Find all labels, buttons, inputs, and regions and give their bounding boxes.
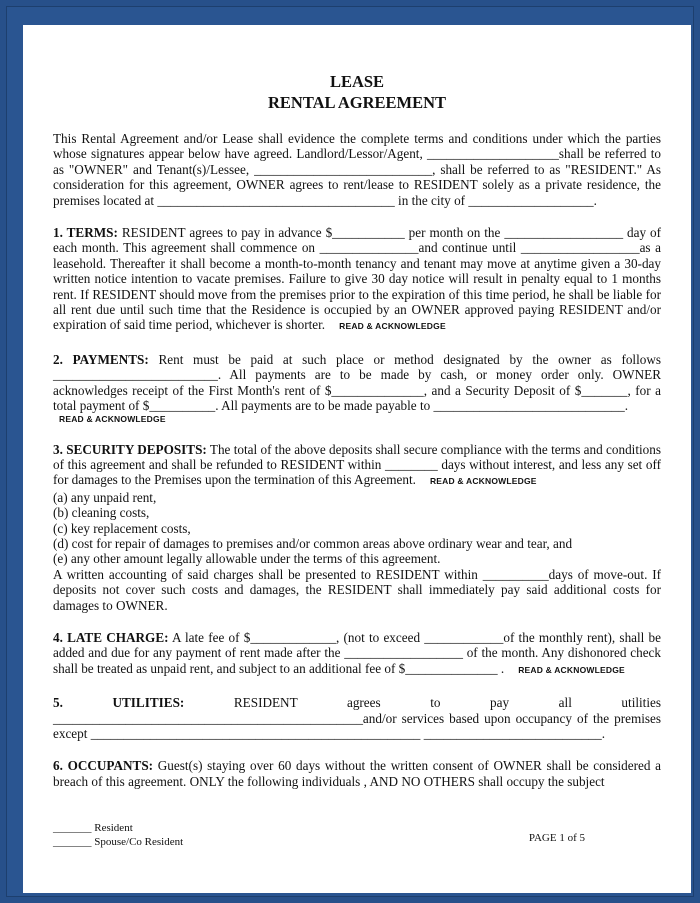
security-text: The total of the above deposits shall secure compliance with the terms and conditions of this agreement and shall be refunded to RESIDENT within ________ days without interest, and less any set off for damages to the Premises upon the termination of this Agreement. [53,441,661,488]
late-text: A late fee of $_____________, (not to exceed ____________of the monthly rent), shall be added and due for any payment of rent made after the __________________ of the month. Any dishonored check shall be treated as unpaid rent, and subject to an additional fee of $______________ . [53,629,661,676]
payments-heading: 2. PAYMENTS: [53,351,149,367]
security-accounting-text: A written accounting of said charges shall be presented to RESIDENT within __________days of move-out. If deposits not cover such costs and damages, the RESIDENT shall immediately pay said additional costs for damages to OWNER. [53,566,661,613]
security-heading: 3. SECURITY DEPOSITS: [53,441,207,457]
page-footer [53,821,661,849]
payments-text: Rent must be paid at such place or method designated by the owner as follows _________________________. All payments are to be made by cash, or money order only. OWNER acknowledges receipt of the First Month's rent of $______________, and a Security Deposit of $_______, for a total payment of $__________. All payments are to be made payable to _____________________________. [53,351,662,414]
security-acknowledge: READ & ACKNOWLEDGE [429,476,537,487]
list-item: (c) key replacement costs, [53,520,191,536]
terms-text: RESIDENT agrees to pay in advance $___________ per month on the __________________ day of each month. This agreement shall commence on _______________and continue until __________________as a leasehold. Thereafter it shall become a month-to-month tenancy and tenant may move at anytime given a 30-day written notice intention to vacate premises. Failure to give 30 day notice will result in penalty equal to 1 months rent. If RESIDENT should move from the premises prior to the expiration of this time period, he shall be liable for all rent due until such time that the Residence is occupied by an OWNER approved paying RESIDENT and/or expiration of said time period, whichever is shorter. [53,225,661,333]
late-heading: 4. LATE CHARGE: [53,629,169,645]
intro-paragraph: This Rental Agreement and/or Lease shall evidence the complete terms and conditions under which the parties whose signatures appear below have agreed. Landlord/Lessor/Agent, ____________________shall be referred to as "OWNER" and Tenant(s)/Lessee, ___________________________, shall be referred to as "RESIDENT." As consideration for this agreement, OWNER agrees to rent/lease to RESIDENT solely as a private residence, the premises located at ____________________________________ in the city of ___________________. [53,131,661,208]
occupants-heading: 6. OCCUPANTS: [53,758,154,774]
section-utilities [53,695,661,741]
lease-page [23,25,691,893]
doc-title-line2: RENTAL AGREEMENT [267,93,447,112]
section-payments [53,352,661,425]
section-late-charge [53,630,661,678]
utilities-text: RESIDENT agrees to pay all utilities _______________________________________________and/or services based upon occupancy of the premises except __________________________________________________ ___________________________. [53,695,661,741]
late-acknowledge: READ & ACKNOWLEDGE [518,664,625,675]
section-occupants [53,758,661,789]
spouse-initials-line: _______ Spouse/Co Resident [53,836,184,848]
section-security-deposits [53,442,661,613]
list-item: (a) any unpaid rent, [53,489,157,505]
occupants-text: Guest(s) staying over 60 days without the written consent of OWNER shall be considered a breach of this agreement. ONLY the following individuals , AND NO OTHERS shall occupy the subject [53,758,661,789]
resident-initials-line: _______ Resident [53,822,133,834]
list-item: (d) cost for repair of damages to premises and/or common areas above ordinary wear and tear, and [53,535,573,551]
list-item: (e) any other amount legally allowable under the terms of this agreement. [53,551,441,567]
list-item: (b) cleaning costs, [53,505,150,521]
page-number: PAGE 1 of 5 [528,832,585,844]
utilities-heading: 5. UTILITIES: [53,695,185,711]
document-frame [6,6,694,897]
section-terms [53,225,661,335]
terms-acknowledge: READ & ACKNOWLEDGE [339,321,446,332]
payments-acknowledge: READ & ACKNOWLEDGE [59,413,166,424]
terms-heading: 1. TERMS: [53,225,118,241]
deductions-list [53,490,661,567]
doc-title-line1: LEASE [329,72,385,91]
